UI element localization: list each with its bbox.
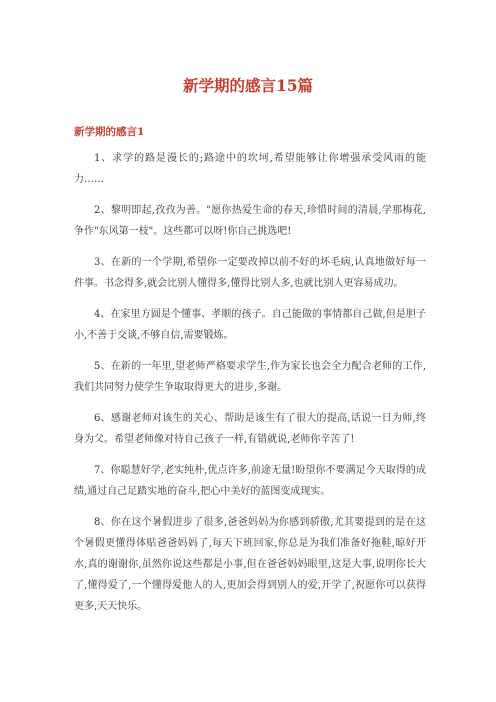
document-body: [74, 148, 426, 627]
page-title: 新学期的感言15篇: [182, 76, 314, 95]
paragraph-2: 2、黎明即起,孜孜为善。"愿你热爱生命的春天,珍惜时间的清晨,学那梅花,争作"东风第一枝"。这些都可以呀!你自己挑选吧!: [74, 205, 426, 237]
paragraph-4: 4、在家里方圆是个懂事、孝顺的孩子。自己能做的事情都自己做,但是胆子小,不善于交谈,不够自信,需要锻炼。: [74, 309, 426, 341]
paragraph-7: 7、你聪慧好学,老实纯朴,优点许多,前途无量!盼望你不要满足今天取得的成绩,通过自己足踏实地的奋斗,把心中美好的蓝图变成现实。: [74, 465, 426, 497]
paragraph-3: 3、在新的一个学期,希望你一定要改掉以前不好的坏毛病,认真地做好每一件事。书念得多,就会比别人懂得多,懂得比别人多,也就比别人更容易成功。: [74, 257, 426, 289]
paragraph-1: 1、求学的路是漫长的;路途中的坎坷,希望能够让你增强承受风雨的能力……: [74, 153, 426, 185]
paragraph-8: 8、你在这个暑假进步了很多,爸爸妈妈为你感到骄傲,尤其要提到的是在这个暑假更懂得体贴爸爸妈妈了,每天下班回家,你总是为我们准备好拖鞋,晾好开水,真的谢谢你,虽然你说这些都是小事,但在爸爸妈妈眼里,这是大事,说明你长大了,懂得爱了,一个懂得爱他人的人,更加会得到别人的爱,开学了,祝愿你可以获得更多,天天快乐。: [74, 517, 426, 612]
paragraph-5: 5、在新的一年里,望老师严格要求学生,作为家长也会全力配合老师的工作,我们共同努力使学生争取取得更大的进步,多谢。: [74, 361, 426, 393]
section-heading: 新学期的感言1: [74, 126, 145, 138]
paragraph-6: 6、感谢老师对该生的关心、帮助是该生有了很大的提高,话说一日为师,终身为父。希望老师像对待自己孩子一样,有错就说,老师你辛苦了!: [74, 413, 426, 445]
